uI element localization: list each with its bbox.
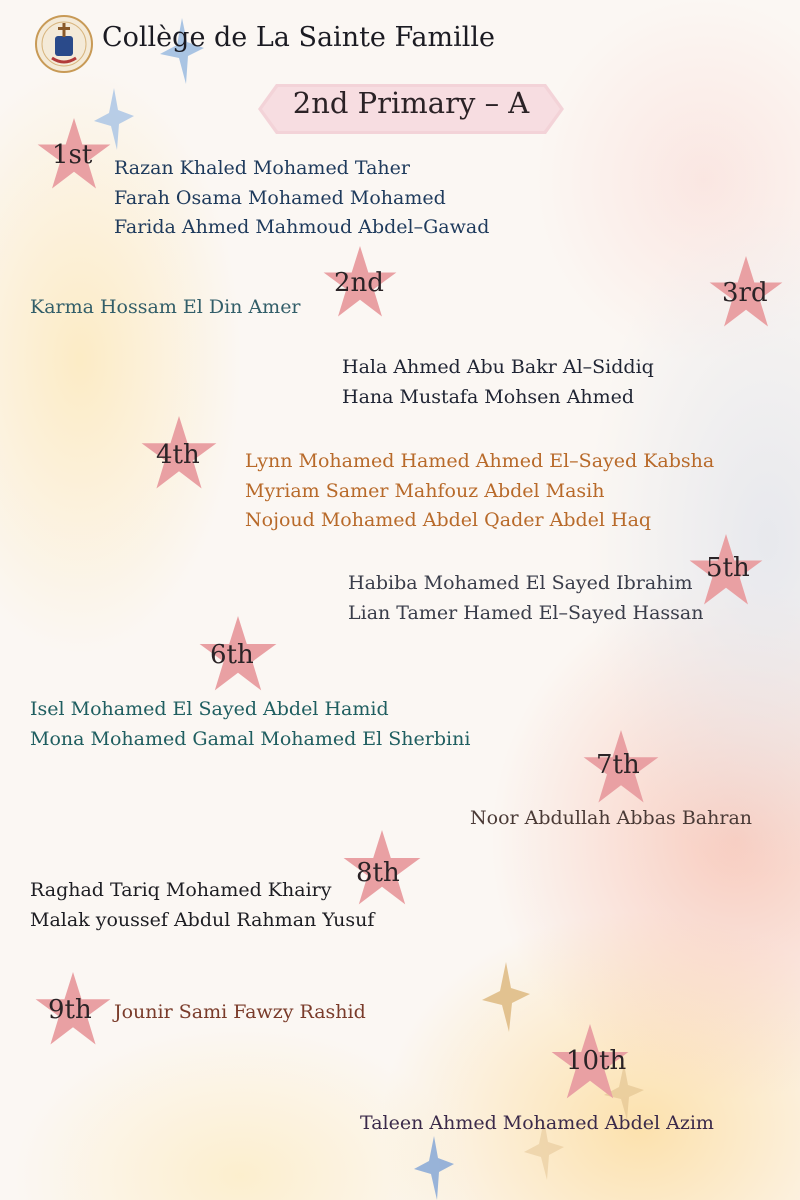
gold-star-decoration-icon <box>482 962 530 1032</box>
class-title: 2nd Primary – A <box>292 86 530 120</box>
rank-label: 6th <box>210 640 254 670</box>
rank-label: 9th <box>48 995 92 1025</box>
student-name: Mona Mohamed Gamal Mohamed El Sherbini <box>30 727 471 750</box>
student-name: Nojoud Mohamed Abdel Qader Abdel Haq <box>245 509 652 531</box>
student-name: Raghad Tariq Mohamed Khairy <box>30 879 332 901</box>
rank-6-names <box>30 695 470 754</box>
rank-2-names <box>30 293 301 323</box>
rank-1-names <box>114 154 489 243</box>
student-name: Myriam Samer Mahfouz Abdel Masih <box>245 479 605 502</box>
student-name: Lynn Mohamed Hamed Ahmed El–Sayed Kabsha <box>245 450 715 472</box>
student-name: Habiba Mohamed El Sayed Ibrahim <box>348 572 693 594</box>
rank-label: 1st <box>52 140 93 170</box>
rank-3-names <box>342 353 654 412</box>
student-name: Noor Abdullah Abbas Bahran <box>470 807 753 829</box>
student-name: Taleen Ahmed Mohamed Abdel Azim <box>360 1112 714 1134</box>
student-name: Razan Khaled Mohamed Taher <box>114 157 410 179</box>
student-name: Farah Osama Mohamed Mohamed <box>114 186 446 209</box>
rank-label: 2nd <box>334 268 384 298</box>
rank-5-names <box>348 569 704 628</box>
student-name: Isel Mohamed El Sayed Abdel Hamid <box>30 698 389 720</box>
rank-label: 8th <box>356 858 400 888</box>
rank-label: 3rd <box>722 278 768 308</box>
student-name: Lian Tamer Hamed El–Sayed Hassan <box>348 601 704 624</box>
rank-label: 7th <box>596 750 640 780</box>
school-name: Collège de La Sainte Famille <box>102 22 495 53</box>
rank-9-names <box>114 998 366 1028</box>
school-crest-icon <box>34 14 94 74</box>
rank-7-names <box>470 804 752 834</box>
rank-4-names <box>245 447 714 536</box>
student-name: Hana Mustafa Mohsen Ahmed <box>342 385 635 408</box>
rank-10-names <box>360 1109 714 1139</box>
student-name: Malak youssef Abdul Rahman Yusuf <box>30 908 375 931</box>
student-name: Hala Ahmed Abu Bakr Al–Siddiq <box>342 356 654 378</box>
student-name: Jounir Sami Fawzy Rashid <box>114 1001 366 1023</box>
rank-label: 10th <box>566 1046 627 1076</box>
rank-label: 4th <box>156 440 200 470</box>
blue-star-decoration-icon <box>414 1136 454 1200</box>
rank-label: 5th <box>706 553 750 583</box>
student-name: Farida Ahmed Mahmoud Abdel–Gawad <box>114 216 490 238</box>
student-name: Karma Hossam El Din Amer <box>30 296 301 318</box>
rank-8-names <box>30 876 374 935</box>
